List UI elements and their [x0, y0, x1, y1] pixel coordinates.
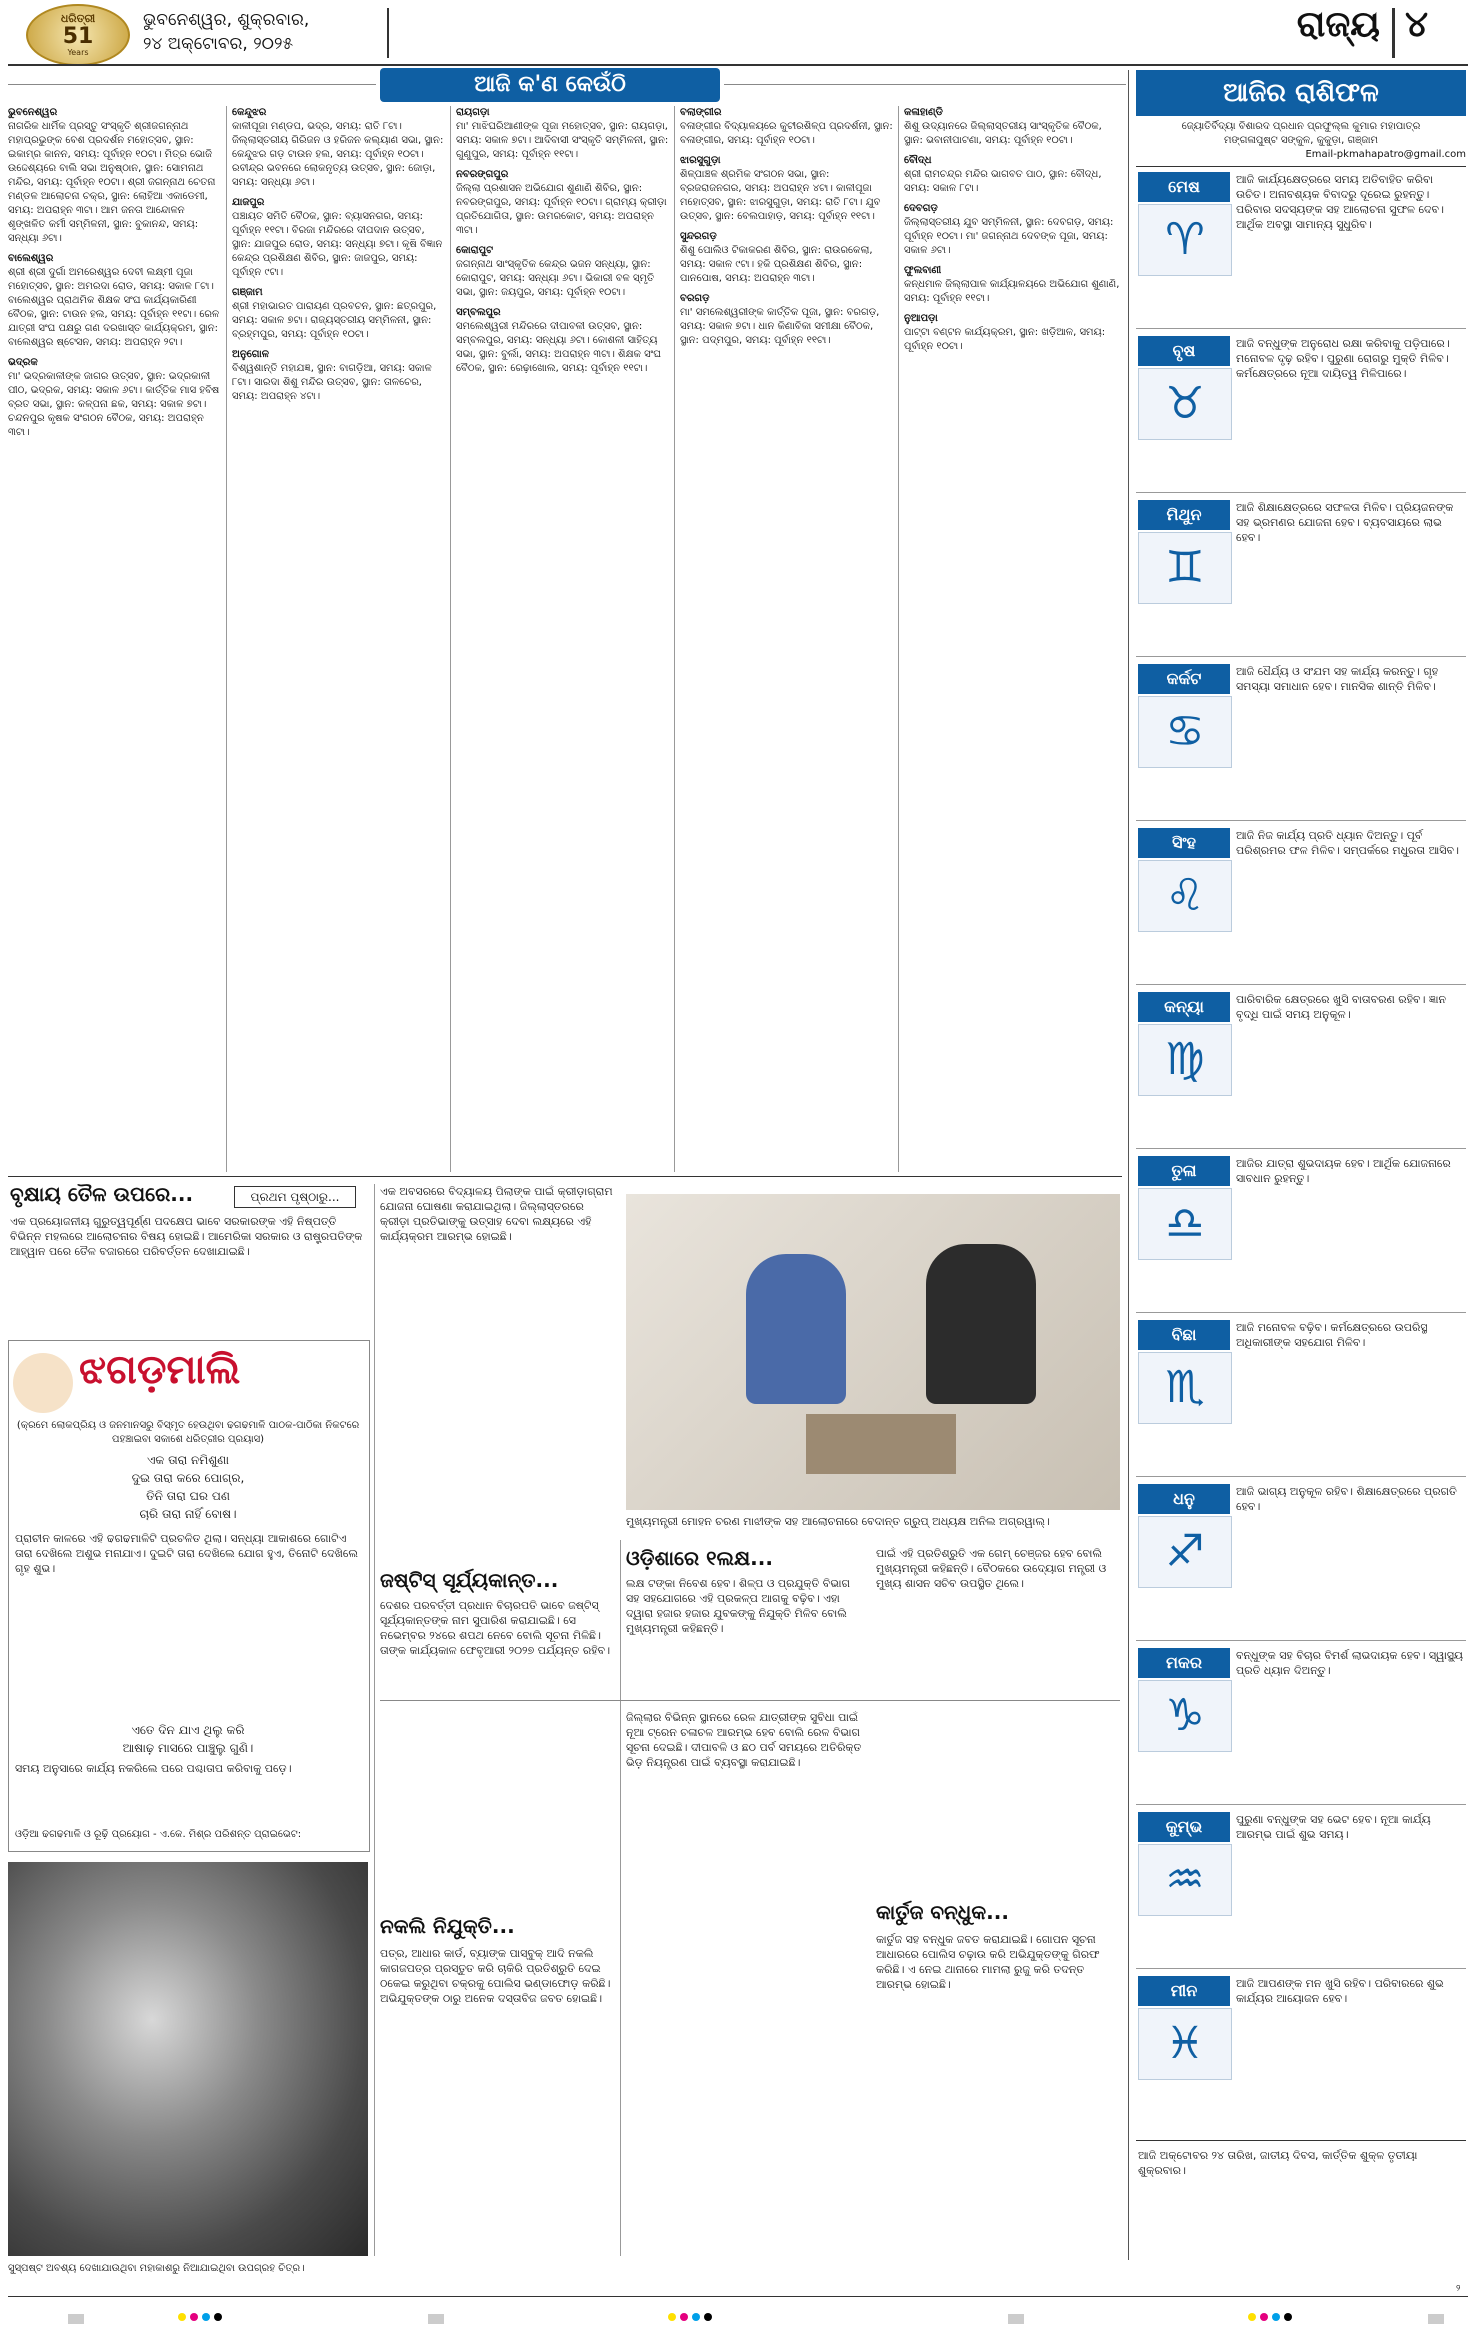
- story-odisha-body2: ପାଇଁ ଏହି ପ୍ରତିଶ୍ରୁତି ଏକ ଗେମ୍ ଚେଞ୍ଜର ହେବ ବୋଲି ମୁଖ୍ୟମନ୍ତ୍ରୀ କହିଛନ୍ତି। ବୈଠକରେ ଉଦ୍ୟୋଗ ମନ୍ତ୍ରୀ ଓ ମୁଖ୍ୟ ଶାସନ ସଚିବ ଉପସ୍ଥିତ ଥିଲେ।: [876, 1547, 1107, 1590]
- lead-body: ଏକ ପ୍ରୟୋଜନୀୟ ଗୁରୁତ୍ୱପୂର୍ଣ୍ଣ ପଦକ୍ଷେପ ଭାବେ ସରକାରଙ୍କ ଏହି ନିଷ୍ପତ୍ତି ବିଭିନ୍ନ ମହଲରେ ଆଲୋଚନାର ବିଷୟ ହୋଇଛି। ଆମେରିକା ସରକାର ଓ ରାଷ୍ଟ୍ରପତିଙ୍କ ଆହ୍ୱାନ ପରେ ତୈଳ ବଜାରରେ ପରିବର୍ତ୍ତନ ଦେଖାଯାଇଛି।: [10, 1215, 363, 1258]
- rashi-name: ବିଛା: [1138, 1320, 1230, 1350]
- comic-body: ପ୍ରାଚୀନ କାଳରେ ଏହି ଢଗଢମାଳିଟି ପ୍ରଚଳିତ ଥିଲା। ସନ୍ଧ୍ୟା ଆକାଶରେ ଗୋଟିଏ ତାରା ଦେଖିଲେ ଅଶୁଭ ମନାଯାଏ। ଦୁଇଟି ତାରା ଦେଖିଲେ ଯୋଗ ହୁଏ, ତିନୋଟି ଦେଖିଲେ ଗୃହ ଶୁଭ।: [15, 1532, 358, 1575]
- rashi-text: ପୁରୁଣା ବନ୍ଧୁଙ୍କ ସହ ଭେଟ ହେବ। ନୂଆ କାର୍ଯ୍ୟ ଆରମ୍ଭ ପାଇଁ ଶୁଭ ସମୟ।: [1236, 1813, 1431, 1841]
- rashi-text: ଆଜି ବନ୍ଧୁଙ୍କ ଅନୁରୋଧ ରକ୍ଷା କରିବାକୁ ପଡ଼ିପାରେ। ମନୋବଳ ଦୃଢ଼ ରହିବ। ପୁରୁଣା ରୋଗରୁ ମୁକ୍ତି ମିଳିବ। କର୍ମକ୍ଷେତ୍ରରେ ନୂଆ ଦାୟିତ୍ୱ ମିଳିପାରେ।: [1236, 337, 1450, 380]
- events-heading: ଦେବଗଡ଼: [904, 203, 938, 214]
- events-heading: ଭଦ୍ରକ: [8, 357, 38, 368]
- rashi-text: ବନ୍ଧୁଙ୍କ ସହ ବିଚାର ବିମର୍ଶ ଲାଭଦାୟକ ହେବ। ସ୍ୱାସ୍ଥ୍ୟ ପ୍ରତି ଧ୍ୟାନ ଦିଅନ୍ତୁ।: [1236, 1649, 1463, 1677]
- footer-page-mark: ୨: [1456, 2284, 1461, 2294]
- events-text: ଶିଶୁ ଉଦ୍ୟାନରେ ଜିଲ୍ଲାସ୍ତରୀୟ ସାଂସ୍କୃତିକ ବୈଠକ, ସ୍ଥାନ: ଭବାନୀପାଟଣା, ସମୟ: ପୂର୍ବାହ୍ନ ୧୦ଟା।: [904, 121, 1102, 146]
- story-naqli-body: ପତ୍ର, ଆଧାର କାର୍ଡ, ବ୍ୟାଙ୍କ ପାସ୍‌ବୁକ୍ ଆଦି ନକଲି କାଗଜପତ୍ର ପ୍ରସ୍ତୁତ କରି ଚାକିରି ପ୍ରତିଶ୍ରୁତି ଦେଇ ଠକେଇ କରୁଥିବା ଚକ୍ରକୁ ପୋଲିସ ଭଣ୍ଡାଫୋଡ଼ କରିଛି। ଅଭିଯୁକ୍ତଙ୍କ ଠାରୁ ଅନେକ ଦସ୍ତାବିଜ ଜବତ ହୋଇଛି।: [380, 1947, 611, 2005]
- astrologer-email: Email-pkmahapatro@gmail.com: [1305, 149, 1466, 160]
- rashi-text: ଆଜି ଧୈର୍ଯ୍ୟ ଓ ସଂଯମ ସହ କାର୍ଯ୍ୟ କରନ୍ତୁ। ଗୃହ ସମସ୍ୟା ସମାଧାନ ହେବ। ମାନସିକ ଶାନ୍ତି ମିଳିବ।: [1236, 665, 1439, 693]
- comic-verse: ଏତେ ଦିନ ଯାଏ ଥିଲୁ କରି: [131, 1723, 245, 1737]
- events-heading: ସୁନ୍ଦରଗଡ଼: [680, 231, 717, 242]
- events-heading: ବୌଦ୍ଧ: [904, 155, 932, 166]
- rashi-name: ମେଷ: [1138, 172, 1230, 202]
- comic-face-icon: [13, 1353, 73, 1413]
- dateline: [143, 8, 383, 56]
- astrologer-address: ମଙ୍ଗଳାପୁଷ୍ଟ ସଙ୍କୁଳ, କୁକୁଡ଼ା, ଗଞ୍ଜାମ: [1223, 135, 1379, 146]
- story-odisha-body: ଲକ୍ଷ ଟଙ୍କା ନିବେଶ ହେବ। ଶିଳ୍ପ ଓ ପ୍ରଯୁକ୍ତି ବିଭାଗ ସହ ସହଯୋଗରେ ଏହି ପ୍ରକଳ୍ପ ଆଗକୁ ବଢ଼ିବ। ଏହା ଦ୍ୱାରା ହଜାର ହଜାର ଯୁବକଙ୍କୁ ନିଯୁକ୍ତି ମିଳିବ ବୋଲି ମୁଖ୍ୟମନ୍ତ୍ରୀ କହିଛନ୍ତି।: [626, 1577, 850, 1635]
- events-heading: ବରଗଡ଼: [680, 293, 710, 304]
- zodiac-icon: ♒: [1138, 1844, 1232, 1916]
- rashi-text: ଆଜି ଶିକ୍ଷାକ୍ଷେତ୍ରରେ ସଫଳତା ମିଳିବ। ପ୍ରିୟଜନଙ୍କ ସହ ଭ୍ରମଣର ଯୋଜନା ହେବ। ବ୍ୟବସାୟରେ ଲାଭ ହେବ।: [1236, 501, 1454, 544]
- events-text: ମା' ସମଲେଶ୍ୱରୀଙ୍କ କାର୍ତ୍ତିକ ପୂଜା, ସ୍ଥାନ: ବରଗଡ଼, ସମୟ: ସକାଳ ୭ଟା। ଧାନ କିଣାବିକା ସମୀକ୍ଷା ବୈଠକ, ସ୍ଥାନ: ପଦ୍ମପୁର, ସମୟ: ପୂର୍ବାହ୍ନ ୧୧ଟା।: [680, 307, 880, 346]
- story-gun-body: କାର୍ତୁଜ ସହ ବନ୍ଧୁକ ଜବତ କରାଯାଇଛି। ଗୋପନ ସୂଚନା ଆଧାରରେ ପୋଲିସ ଚଢ଼ାଉ କରି ଅଭିଯୁକ୍ତଙ୍କୁ ଗିରଫ କରିଛି। ଏ ନେଇ ଥାନାରେ ମାମଲା ରୁଜୁ କରି ତଦନ୍ତ ଆରମ୍ଭ ହୋଇଛି।: [876, 1933, 1100, 1991]
- events-text: ନାଗରିକ ଧାର୍ମିକ ପ୍ରସ୍ତୁ ସଂସ୍କୃତି ଶ୍ରୀଜଗନ୍ନାଥ ମହାପ୍ରଭୁଙ୍କ ବେଶ ପ୍ରଦର୍ଶନ ମହୋତ୍ସବ, ସ୍ଥାନ: ଇକାମ୍ର କାନନ, ସମୟ: ପୂର୍ବାହ୍ନ ୧୦ଟା। ମିତ୍ର ଭୋଜି ଉଦ୍ଦେଶ୍ୟରେ ବାଲି ସଭା ଅନୁଷ୍ଠାନ, ସ୍ଥାନ: ସୋମନାଥ ମନ୍ଦିର, ସମୟ: ପୂର୍ବାହ୍ନ ୧୦ଟା। ଶ୍ରୀ ଜଗନ୍ନାଥ ଚେତନା ମଣ୍ଡଳ ଆଲୋଚନା ଚକ୍ର, ସ୍ଥାନ: ଲୋହିଆ ଏକାଡେମୀ, ସମୟ: ଅପରାହ୍ନ ୩ଟା। ଆମ ଜନତା ଆନ୍ଦୋଳନ ଶୃଙ୍ଖଳିତ କର୍ମୀ ସମ୍ମିଳନୀ, ସ୍ଥାନ: ବୁକାନନ୍ଦ, ସମୟ: ସନ୍ଧ୍ୟା ୬ଟା।: [8, 121, 216, 244]
- rashi-name: କୁମ୍ଭ: [1138, 1812, 1230, 1842]
- comic-credit: ଓଡ଼ିଆ ଢଗଢମାଳି ଓ ରୂଢ଼ି ପ୍ରୟୋଗ - ଏ.କେ. ମିଶ୍ର ପରିଶନ୍ତ ପ୍ରାଇଭେଟ:: [15, 1829, 302, 1840]
- comic-verse: ତିନି ତାରା ଘର ପଣ: [146, 1489, 230, 1503]
- story-mid-body: ଏକ ଅବସରରେ ବିଦ୍ୟାଳୟ ପିଲାଙ୍କ ପାଇଁ କ୍ରୀଡ଼ାଗ୍ରାମ ଯୋଜନା ଘୋଷଣା କରାଯାଇଥିଲା। ଜିଲ୍ଲାସ୍ତରରେ କ୍ରୀଡ଼ା ପ୍ରତିଭାଙ୍କୁ ଉତ୍ସାହ ଦେବା ଲକ୍ଷ୍ୟରେ ଏହି କାର୍ଯ୍ୟକ୍ରମ ଆରମ୍ଭ ହୋଇଛି।: [380, 1185, 613, 1243]
- events-column-1: [8, 106, 222, 1176]
- comic-subtitle: (କ୍ରମେ ଲୋକପ୍ରିୟ ଓ ଜନମାନସରୁ ବିସ୍ମୃତ ହେଉଥିବା ଢଗଢମାଳି ପାଠକ-ପାଠିକା ନିକଟରେ ପହଞ୍ଚାଇବା ସକାଶେ ଧରିତ୍ରୀର ପ୍ରୟାସ): [16, 1420, 360, 1445]
- zodiac-icon: ♑: [1138, 1680, 1232, 1752]
- rashi-name: ତୁଳା: [1138, 1156, 1230, 1186]
- zodiac-icon: ♉: [1138, 368, 1232, 440]
- events-column-3: [456, 106, 670, 1176]
- rashi-text: ଆଜି ଭାଗ୍ୟ ଅନୁକୂଳ ରହିବ। ଶିକ୍ଷାକ୍ଷେତ୍ରରେ ପ୍ରଗତି ହେବ।: [1236, 1485, 1457, 1513]
- comic-verse: ଦୁଇ ତାରା କରେ ପୋଗ୍ର,: [131, 1471, 245, 1485]
- lead-headline: ବୃକ୍ଷାୟ ତୈଳ ଉପରେ...: [10, 1182, 194, 1206]
- events-text: ପଞ୍ଚାୟତ ସମିତି ବୈଠକ, ସ୍ଥାନ: ବ୍ୟାସନଗର, ସମୟ: ପୂର୍ବାହ୍ନ ୧୧ଟା। ବିରଜା ମନ୍ଦିରରେ ଦୀପଦାନ ଉତ୍ସବ, ସ୍ଥାନ: ଯାଜପୁର ରୋଡ, ସମୟ: ସନ୍ଧ୍ୟା ୭ଟା। କୃଷି ବିଜ୍ଞାନ କେନ୍ଦ୍ର ପ୍ରଶିକ୍ଷଣ ଶିବିର, ସ୍ଥାନ: ଜାଜପୁର, ସମୟ: ପୂର୍ବାହ୍ନ ୯ଟା।: [232, 211, 443, 278]
- events-heading: ଗଞ୍ଜାମ: [232, 287, 263, 298]
- comic-verse: ଚାରି ତାରା ନାହିଁ ବୋଷ।: [139, 1507, 237, 1521]
- events-heading: ବଲାଙ୍ଗୀର: [680, 107, 722, 118]
- story-odisha-headline: ଓଡ଼ିଶାରେ ୧ଲକ୍ଷ...: [626, 1546, 773, 1570]
- comic-title: ଝଗଡ଼ମାଲି: [79, 1347, 241, 1393]
- weather-caption: ସୁସ୍ପଷ୍ଟ ଅବଶ୍ୟ ଦେଖାଯାଉଥିବା ମହାକାଶରୁ ନିଆଯାଇଥିବା ଉପଗ୍ରହ ଚିତ୍ର।: [8, 2263, 305, 2274]
- zodiac-icon: ♐: [1138, 1516, 1232, 1588]
- rashi-text: ଆଜି ମନୋବଳ ବଢ଼ିବ। କର୍ମକ୍ଷେତ୍ରରେ ଉପରିସ୍ଥ ଅଧିକାରୀଙ୍କ ସହଯୋଗ ମିଳିବ।: [1236, 1321, 1428, 1349]
- rashi-text: ଆଜି ଆପଣଙ୍କ ମନ ଖୁସି ରହିବ। ପରିବାରରେ ଶୁଭ କାର୍ଯ୍ୟର ଆୟୋଜନ ହେବ।: [1236, 1977, 1444, 2005]
- events-text: ଜଗନ୍ନାଥ ସାଂସ୍କୃତିକ କେନ୍ଦ୍ର ଭଜନ ସନ୍ଧ୍ୟା, ସ୍ଥାନ: କୋରାପୁଟ, ସମୟ: ସନ୍ଧ୍ୟା ୬ଟା। ଭିକାରୀ ବଳ ସ୍ମୃତି ସଭା, ସ୍ଥାନ: ଜୟପୁର, ସମୟ: ପୂର୍ବାହ୍ନ ୧୦ଟା।: [456, 259, 655, 298]
- events-heading: ଭୁବନେଶ୍ୱର: [8, 107, 58, 118]
- events-text: ପାଟ୍ଟା ବଣ୍ଟନ କାର୍ଯ୍ୟକ୍ରମ, ସ୍ଥାନ: ଖଡ଼ିଆଳ, ସମୟ: ପୂର୍ବାହ୍ନ ୧୦ଟା।: [904, 327, 1106, 352]
- rashi-name: ମିଥୁନ: [1138, 500, 1230, 530]
- events-heading: କୋରାପୁଟ: [456, 245, 494, 256]
- events-text: ସମଲେଶ୍ୱରୀ ମନ୍ଦିରରେ ଦୀପାବଳୀ ଉତ୍ସବ, ସ୍ଥାନ: ସମ୍ବଲପୁର, ସମୟ: ସନ୍ଧ୍ୟା ୬ଟା। କୋଶଳୀ ସାହିତ୍ୟ ସଭା, ସ୍ଥାନ: ବୁର୍ଲା, ସମୟ: ଅପରାହ୍ନ ୩ଟା। ଶିକ୍ଷକ ସଂଘ ବୈଠକ, ସ୍ଥାନ: ରେଢ଼ାଖୋଲ, ସମୟ: ପୂର୍ବାହ୍ନ ୧୧ଟା।: [456, 321, 661, 374]
- events-title-bar: [380, 68, 720, 102]
- events-heading: ରାୟଗଡ଼ା: [456, 107, 490, 118]
- events-text: ଶ୍ରୀ ମହାଭାରତ ପାରାୟଣ ପ୍ରବଚନ, ସ୍ଥାନ: ଛତ୍ରପୁର, ସମୟ: ସକାଳ ୭ଟା। ରାଜ୍ୟସ୍ତରୀୟ ସମ୍ମିଳନୀ, ସ୍ଥାନ: ବ୍ରହ୍ମପୁର, ସମୟ: ପୂର୍ବାହ୍ନ ୧୦ଟା।: [232, 301, 437, 340]
- rashi-text: ଆଜି ନିଜ କାର୍ଯ୍ୟ ପ୍ରତି ଧ୍ୟାନ ଦିଅନ୍ତୁ। ପୂର୍ବ ପରିଶ୍ରମର ଫଳ ମିଳିବ। ସମ୍ପର୍କରେ ମଧୁରତା ଆସିବ।: [1236, 829, 1459, 857]
- events-heading: ଝାରସୁଗୁଡ଼ା: [680, 155, 721, 166]
- rashi-name: କନ୍ୟା: [1138, 992, 1230, 1022]
- section-name: ରାଜ୍ୟ: [1296, 4, 1380, 45]
- rashi-name: ଧନୁ: [1138, 1484, 1230, 1514]
- zodiac-icon: ♏: [1138, 1352, 1232, 1424]
- rashi-name: ମୀନ: [1138, 1976, 1230, 2006]
- zodiac-icon: ♍: [1138, 1024, 1232, 1096]
- dateline-day: ଭୁବନେଶ୍ୱର, ଶୁକ୍ରବାର,: [143, 10, 310, 30]
- rashi-name: ମକର: [1138, 1648, 1230, 1678]
- rashifal-title-bar: [1136, 70, 1466, 116]
- dateline-date: ୨୪ ଅକ୍ଟୋବର, ୨୦୨୫: [143, 34, 294, 54]
- events-text: ଜିଲ୍ଲା ପ୍ରଶାସନ ଅଭିଯୋଗ ଶୁଣାଣି ଶିବିର, ସ୍ଥାନ: ନବରଙ୍ଗପୁର, ସମୟ: ପୂର୍ବାହ୍ନ ୧୦ଟା। ଗ୍ରାମ୍ୟ କ୍ରୀଡ଼ା ପ୍ରତିଯୋଗିତା, ସ୍ଥାନ: ଉମରକୋଟ, ସମୟ: ଅପରାହ୍ନ ୩ଟା।: [456, 183, 667, 236]
- story-rail-body: ଜିଲ୍ଲାର ବିଭିନ୍ନ ସ୍ଥାନରେ ରେଳ ଯାତ୍ରୀଙ୍କ ସୁବିଧା ପାଇଁ ନୂଆ ଟ୍ରେନ ଚଳାଚଳ ଆରମ୍ଭ ହେବ ବୋଲି ରେଳ ବିଭାଗ ସୂଚନା ଦେଇଛି। ଦୀପାବଳି ଓ ଛଠ ପର୍ବ ସମୟରେ ଅତିରିକ୍ତ ଭିଡ଼ ନିୟନ୍ତ୍ରଣ ପାଇଁ ବ୍ୟବସ୍ଥା କରାଯାଇଛି।: [626, 1711, 862, 1769]
- events-heading: ନବରଙ୍ଗପୁର: [456, 169, 509, 180]
- events-heading: କେନ୍ଦୁଝର: [232, 107, 267, 118]
- badge-sub: Years: [67, 48, 89, 57]
- events-text: ବିଶ୍ୱଶାନ୍ତି ମହାଯଜ୍ଞ, ସ୍ଥାନ: ବାଗଡ଼ିଆ, ସମୟ: ସକାଳ ୮ଟା। ସାରଦା ଶିଶୁ ମନ୍ଦିର ଉତ୍ସବ, ସ୍ଥାନ: ତାଳଚେର, ସମୟ: ଅପରାହ୍ନ ୪ଟା।: [232, 363, 432, 402]
- events-heading: ନୁଆପଡ଼ା: [904, 313, 938, 324]
- anniversary-badge: [26, 4, 130, 66]
- events-text: କାଳୀପୂଜା ମଣ୍ଡପ, ଭଦ୍ର, ସମୟ: ରାତି ୮ଟା। ଜିଲ୍ଲାସ୍ତରୀୟ ଗିରିଜନ ଓ ହରିଜନ କଲ୍ୟାଣ ସଭା, ସ୍ଥାନ: କେନ୍ଦୁଝର ଗଡ଼ ଟାଉନ ହଲ, ସମୟ: ପୂର୍ବାହ୍ନ ୧୦ଟା। ରବୀନ୍ଦ୍ର ଭବନରେ ଲୋକନୃତ୍ୟ ଉତ୍ସବ, ସ୍ଥାନ: ଜୋଡ଼ା, ସମୟ: ସନ୍ଧ୍ୟା ୬ଟା।: [232, 121, 444, 188]
- comic-body: ସମୟ ଅନୁସାରେ କାର୍ଯ୍ୟ ନକରିଲେ ପରେ ପଶ୍ଚାତାପ କରିବାକୁ ପଡ଼େ।: [15, 1762, 292, 1775]
- events-heading: କଳାହାଣ୍ଡି: [904, 107, 943, 118]
- rashifal-title: ଆଜିର ରାଶିଫଳ: [1223, 78, 1379, 108]
- events-text: ବଳାଙ୍ଗୀର ବିଦ୍ୟାଳୟରେ କୁଟୀରଶିଳ୍ପ ପ୍ରଦର୍ଶନୀ, ସ୍ଥାନ: ବଳାଙ୍ଗୀର, ସମୟ: ପୂର୍ବାହ୍ନ ୧୦ଟା।: [680, 121, 893, 146]
- zodiac-icon: ♋: [1138, 696, 1232, 768]
- story-gun-headline: କାର୍ତୁଜ ବନ୍ଧୁକ...: [876, 1900, 1009, 1924]
- events-text: ଶିଳ୍ପାଞ୍ଚଳ ଶ୍ରମିକ ସଂଗଠନ ସଭା, ସ୍ଥାନ: ବ୍ରଜରାଜନଗର, ସମୟ: ଅପରାହ୍ନ ୪ଟା। କାଳୀପୂଜା ମହୋତ୍ସବ, ସ୍ଥାନ: ଝାରସୁଗୁଡ଼ା, ସମୟ: ରାତି ୮ଟା। ଯୁବ ଉତ୍ସବ, ସ୍ଥାନ: ବେଲପାହାଡ଼, ସମୟ: ପୂର୍ବାହ୍ନ ୧୧ଟା।: [680, 169, 881, 222]
- astrologer-name: ଜ୍ୟୋତିର୍ବିଦ୍ୟା ବିଶାରଦ ପ୍ରଧାନ ପ୍ରଫୁଲ୍ଲ କୁମାର ମହାପାତ୍ର: [1181, 121, 1421, 132]
- events-heading: ସମ୍ବଲପୁର: [456, 307, 501, 318]
- zodiac-icon: ♓: [1138, 2008, 1232, 2080]
- events-heading: ଯାଜପୁର: [232, 197, 265, 208]
- story-naqli-headline: ନକଲି ନିଯୁକ୍ତି...: [380, 1914, 515, 1938]
- badge-number: 51: [62, 24, 94, 49]
- comic-box: [8, 1340, 370, 1852]
- events-column-5: [904, 106, 1120, 1166]
- badge-title: ଧରିତ୍ରୀ: [60, 12, 96, 25]
- events-column-2: [232, 106, 446, 1176]
- events-text: ଜିଲ୍ଲାସ୍ତରୀୟ ଯୁବ ସମ୍ମିଳନୀ, ସ୍ଥାନ: ଦେବଗଡ଼, ସମୟ: ପୂର୍ବାହ୍ନ ୧୦ଟା। ମା' ଜଗନ୍ନାଥ ଦେବଙ୍କ ପୂଜା, ସମୟ: ସକାଳ ୬ଟା।: [904, 217, 1114, 256]
- rashi-text: ଆଜିର ଯାତ୍ରା ଶୁଭଦାୟକ ହେବ। ଆର୍ଥିକ ଯୋଜନାରେ ସାବଧାନ ରୁହନ୍ତୁ।: [1236, 1157, 1451, 1185]
- panchanga-text: ଆଜି ଅକ୍ଟୋବର ୨୪ ତାରିଖ, ଜାତୀୟ ଦିବସ, କାର୍ତ୍ତିକ ଶୁକ୍ଳ ତୃତୀୟା ଶୁକ୍ରବାର।: [1138, 2149, 1418, 2177]
- rashi-name: ସିଂହ: [1138, 828, 1230, 858]
- lead-kicker: ପ୍ରଥମ ପୃଷ୍ଠାରୁ...: [234, 1186, 356, 1208]
- events-heading: ବାଲେଶ୍ୱର: [8, 253, 54, 264]
- events-text: ଶିଶୁ ପୋଲିଓ ଟିକାକରଣ ଶିବିର, ସ୍ଥାନ: ରାଉରକେଲା, ସମୟ: ସକାଳ ୯ଟା। ହକି ପ୍ରଶିକ୍ଷଣ ଶିବିର, ସ୍ଥାନ: ପାନପୋଷ, ସମୟ: ଅପରାହ୍ନ ୩ଟା।: [680, 245, 873, 284]
- rashi-text: ଆଜି କାର୍ଯ୍ୟକ୍ଷେତ୍ରରେ ସମୟ ଅତିବାହିତ କରିବା ଉଚିତ। ଅନାବଶ୍ୟକ ବିବାଦରୁ ଦୂରେଇ ରୁହନ୍ତୁ। ପରିବାର ସଦସ୍ୟଙ୍କ ସହ ଆଲୋଚନା ସୁଫଳ ଦେବ। ଆର୍ଥିକ ଅବସ୍ଥା ସାମାନ୍ୟ ସୁଧୁରିବ।: [1236, 173, 1445, 231]
- events-text: ମା' ମାଝିଘରିଆଣୀଙ୍କ ପୂଜା ମହୋତ୍ସବ, ସ୍ଥାନ: ରାୟଗଡ଼ା, ସମୟ: ସକାଳ ୭ଟା। ଆଦିବାସୀ ସଂସ୍କୃତି ସମ୍ମିଳନୀ, ସ୍ଥାନ: ଗୁଣୁପୁର, ସମୟ: ପୂର୍ବାହ୍ନ ୧୧ଟା।: [456, 121, 669, 160]
- registration-marks: [8, 2310, 1468, 2326]
- astrologer-credit: [1136, 120, 1466, 162]
- zodiac-icon: ♊: [1138, 532, 1232, 604]
- page-number: ୪: [1405, 4, 1429, 45]
- story-mid-headline: ଜଷ୍ଟିସ୍ ସୂର୍ଯ୍ୟକାନ୍ତ...: [380, 1568, 559, 1592]
- events-text: ଶ୍ରୀ ଶ୍ରୀ ଦୁର୍ଗା ଅମରେଶ୍ୱର ଦେବୀ ଲକ୍ଷ୍ମୀ ପୂଜା ମହୋତ୍ସବ, ସ୍ଥାନ: ଅମରଦା ରୋଡ, ସମୟ: ସକାଳ ୮ଟା। ବାଲେଶ୍ୱର ପ୍ରାଥମିକ ଶିକ୍ଷକ ସଂଘ କାର୍ଯ୍ୟକାରିଣୀ ବୈଠକ, ସ୍ଥାନ: ଟାଉନ ହଲ, ସମୟ: ପୂର୍ବାହ୍ନ ୧୧ଟା। ରେଳ ଯାତ୍ରୀ ସଂଘ ପକ୍ଷରୁ ଗଣ ଦରଖାସ୍ତ କାର୍ଯ୍ୟକ୍ରମ, ସ୍ଥାନ: ବାଲେଶ୍ୱର ଷ୍ଟେସନ, ସମୟ: ଅପରାହ୍ନ ୨ଟା।: [8, 267, 220, 348]
- events-text: ଶ୍ରୀ ରାମଚନ୍ଦ୍ର ମନ୍ଦିର ଭାଗବତ ପାଠ, ସ୍ଥାନ: ବୌଦ୍ଧ, ସମୟ: ସକାଳ ୮ଟା।: [904, 169, 1102, 194]
- rashi-name: କର୍କଟ: [1138, 664, 1230, 694]
- rashi-name: ବୃଷ: [1138, 336, 1230, 366]
- events-column-4: [680, 106, 894, 1166]
- events-text: କନ୍ଧମାଳ ଜିଲ୍ଲାପାଳ କାର୍ଯ୍ୟାଳୟରେ ଅଭିଯୋଗ ଶୁଣାଣି, ସମୟ: ପୂର୍ବାହ୍ନ ୧୧ଟା।: [904, 279, 1120, 304]
- rashi-text: ପାରିବାରିକ କ୍ଷେତ୍ରରେ ଖୁସି ବାତାବରଣ ରହିବ। ଜ୍ଞାନ ବୃଦ୍ଧି ପାଇଁ ସମୟ ଅନୁକୂଳ।: [1236, 993, 1447, 1021]
- events-heading: ଅନୁଗୋଳ: [232, 349, 269, 360]
- events-heading: ଫୁଲବାଣୀ: [904, 265, 942, 276]
- events-title: ଆଜି କ'ଣ କେଉଁଠି: [474, 72, 626, 97]
- news-photo: [626, 1194, 1120, 1510]
- comic-verse: ଆଷାଢ଼ ମାସରେ ପାଞ୍ଚୁଲୁ ଗୁଣି।: [122, 1741, 254, 1755]
- photo-caption: ମୁଖ୍ୟମନ୍ତ୍ରୀ ମୋହନ ଚରଣ ମାଝୀଙ୍କ ସହ ଆଲୋଚନାରେ ବେଦାନ୍ତ ଗ୍ରୁପ୍ ଅଧ୍ୟକ୍ଷ ଅନିଲ ଅଗ୍ରୱାଲ୍।: [626, 1515, 1050, 1528]
- comic-verse: ଏକ ତାରା ନମିଶୁଣା: [147, 1453, 229, 1467]
- events-text: ମା' ଭଦ୍ରକାଳୀଙ୍କ ଜାଗର ଉତ୍ସବ, ସ୍ଥାନ: ଭଦ୍ରକାଳୀ ପୀଠ, ଭଦ୍ରକ, ସମୟ: ସକାଳ ୬ଟା। କାର୍ତ୍ତିକ ମାସ ହବିଷ ବ୍ରତ ସଭା, ସ୍ଥାନ: କଳ୍ପନା ଛକ, ସମୟ: ସକାଳ ୭ଟା। ଚନ୍ଦନପୁର କୃଷକ ସଂଗଠନ ବୈଠକ, ସମୟ: ଅପରାହ୍ନ ୩ଟା।: [8, 371, 220, 438]
- zodiac-icon: ♌: [1138, 860, 1232, 932]
- satellite-image: [8, 1862, 368, 2256]
- zodiac-icon: ♈: [1138, 204, 1232, 276]
- zodiac-icon: ♎: [1138, 1188, 1232, 1260]
- story-mid-body2: ଦେଶର ପରବର୍ତ୍ତୀ ପ୍ରଧାନ ବିଚାରପତି ଭାବେ ଜଷ୍ଟିସ୍ ସୂର୍ଯ୍ୟକାନ୍ତଙ୍କ ନାମ ସୁପାରିଶ କରାଯାଇଛି। ସେ ନଭେମ୍ବର ୨୪ରେ ଶପଥ ନେବେ ବୋଲି ସୂଚନା ମିଳିଛି। ତାଙ୍କ କାର୍ଯ୍ୟକାଳ ଫେବୃଆରୀ ୨୦୨୭ ପର୍ଯ୍ୟନ୍ତ ରହିବ।: [380, 1599, 611, 1657]
